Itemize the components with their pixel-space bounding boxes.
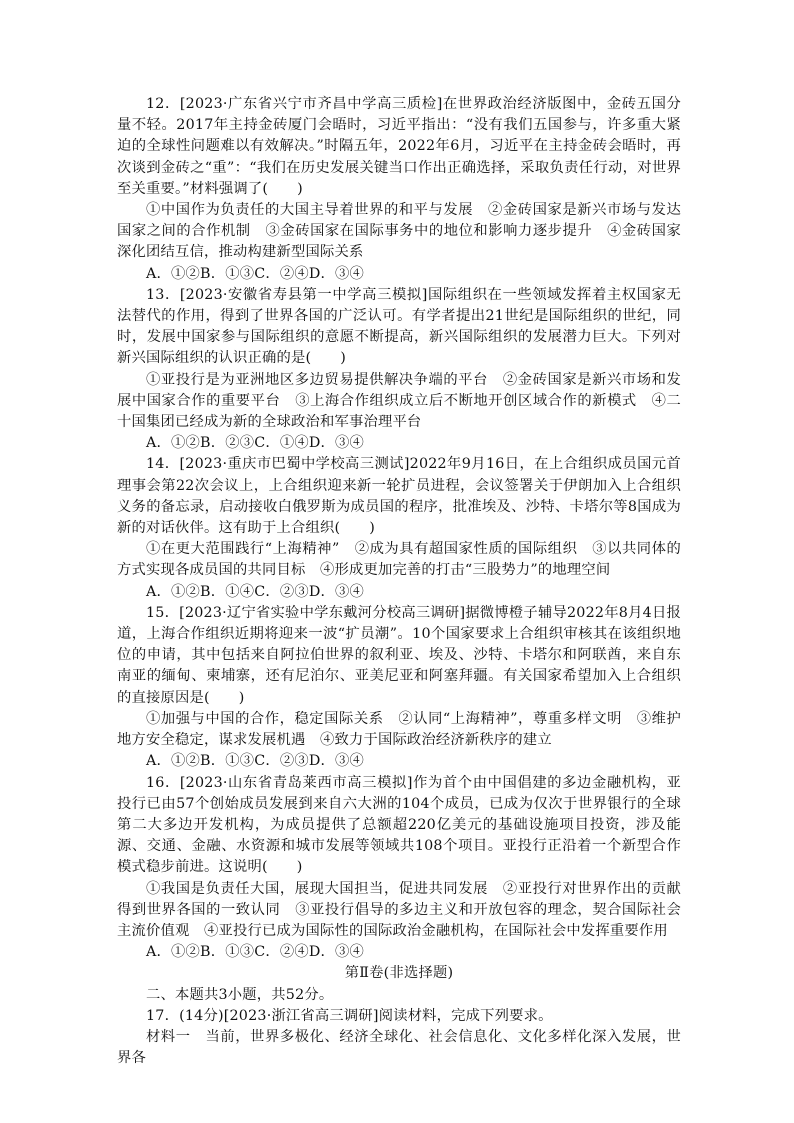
question-16 (117, 773, 681, 964)
question-stem: 13．[2023·安徽省寿县第一中学高三模拟]国际组织在一些领域发挥着主权国家无法替代的作用，得到了世界各国的广泛认可。有学者提出21世纪是国际组织的世纪，同时，发展中国家参与国际组织的意愿不断提高，新兴国际组织的发展潜力巨大。下列对新兴国际组织的认识正确的是( ) (117, 286, 681, 367)
material-text: 材料一 当前，世界多极化、经济全球化、社会信息化、文化多样化深入发展，世界各 (117, 1028, 681, 1067)
answer-options: A．①②B．②③C．①④D．③④ (146, 435, 364, 452)
question-13 (117, 285, 681, 455)
question-stem: 17．(14分)[2023·浙江省高三调研]阅读材料，完成下列要求。 (146, 1007, 553, 1024)
answer-options: A．①②B．①③C．②③D．③④ (146, 753, 364, 770)
question-15 (117, 603, 681, 773)
question-stem: 16．[2023·山东省青岛莱西市高三模拟]作为首个由中国倡建的多边金融机构，亚投行已由57个创始成员发展到来自六大洲的104个成员，已成为仅次于世界银行的全球第二大多边开发机构，为成员提供了总额超220亿美元的基础设施项目投资，涉及能源、交通、金融、水资源和城市发展等领域共108个项目。亚投行正沿着一个新型合作模式稳步前进。这说明( ) (117, 774, 681, 876)
question-12 (117, 94, 681, 285)
section-intro: 二、本题共3小题，共52分。 (146, 986, 334, 1003)
answer-options: A．①②B．①③C．②④D．③④ (146, 944, 364, 961)
question-stem: 15．[2023·辽宁省实验中学东戴河分校高三调研]据微博橙子辅导2022年8月4日报道，上海合作组织近期将迎来一波“扩员潮”。10个国家要求上合组织审核其在该组织地位的申请，其中包括来自阿拉伯世界的叙利亚、埃及、沙特、卡塔尔和阿联酋，来自东南亚的缅甸、柬埔寨，还有尼泊尔、亚美尼亚和阿塞拜疆。有关国家希望加入上合组织的直接原因是( ) (117, 604, 681, 706)
section-title: 第Ⅱ卷(非选择题) (344, 965, 454, 982)
question-statements: ①在更大范围践行“上海精神” ②成为具有超国家性质的国际组织 ③以共同体的方式实现各成员国的共同目标 ④形成更加完善的打击“三股势力”的地理空间 (117, 541, 681, 579)
question-stem: 12．[2023·广东省兴宁市齐昌中学高三质检]在世界政治经济版图中，金砖五国分量不轻。2017年主持金砖厦门会晤时，习近平指出：“没有我们五国参与，许多重大紧迫的全球性问题难以有效解决。”时隔五年，2022年6月，习近平在主持金砖会晤时，再次谈到金砖之“重”：“我们在历史发展关键当口作出正确选择，采取负责任行动，对世界至关重要。”材料强调了( ) (117, 96, 681, 197)
question-statements: ①中国作为负责任的大国主导着世界的和平与发展 ②金砖国家是新兴市场与发达国家之间的合作机制 ③金砖国家在国际事务中的地位和影响力逐步提升 ④金砖国家深化团结互信，推动构建新型国际关系 (117, 202, 681, 261)
question-17 (117, 1006, 681, 1070)
answer-options: A．①②B．①③C．②④D．③④ (146, 265, 364, 282)
question-statements: ①亚投行是为亚洲地区多边贸易提供解决争端的平台 ②金砖国家是新兴市场和发展中国家合作的重要平台 ③上海合作组织成立后不断地开创区域合作的新模式 ④二十国集团已经成为新的全球政治和军事治理平台 (117, 371, 681, 431)
question-statements: ①我国是负责任大国，展现大国担当，促进共同发展 ②亚投行对世界作出的贡献得到世界各国的一致认同 ③亚投行倡导的多边主义和开放包容的理念，契合国际社会主流价值观 ④亚投行已成为国际性的国际政治金融机构，在国际社会中发挥重要作用 (117, 880, 681, 939)
question-stem: 14．[2023·重庆市巴蜀中学校高三测试]2022年9月16日，在上合组织成员国元首理事会第22次会议上，上合组织迎来新一轮扩员进程，会议签署关于伊朗加入上合组织义务的备忘录，启动接收白俄罗斯为成员国的程序，批准埃及、沙特、卡塔尔等8国成为新的对话伙伴。这有助于上合组织( ) (117, 456, 681, 537)
question-14 (117, 454, 681, 602)
answer-options: A．①②B．①④C．②③D．③④ (146, 583, 364, 600)
document-page (117, 94, 681, 1069)
question-statements: ①加强与中国的合作，稳定国际关系 ②认同“上海精神”，尊重多样文明 ③维护地方安全稳定，谋求发展机遇 ④致力于国际政治经济新秩序的建立 (117, 710, 681, 749)
